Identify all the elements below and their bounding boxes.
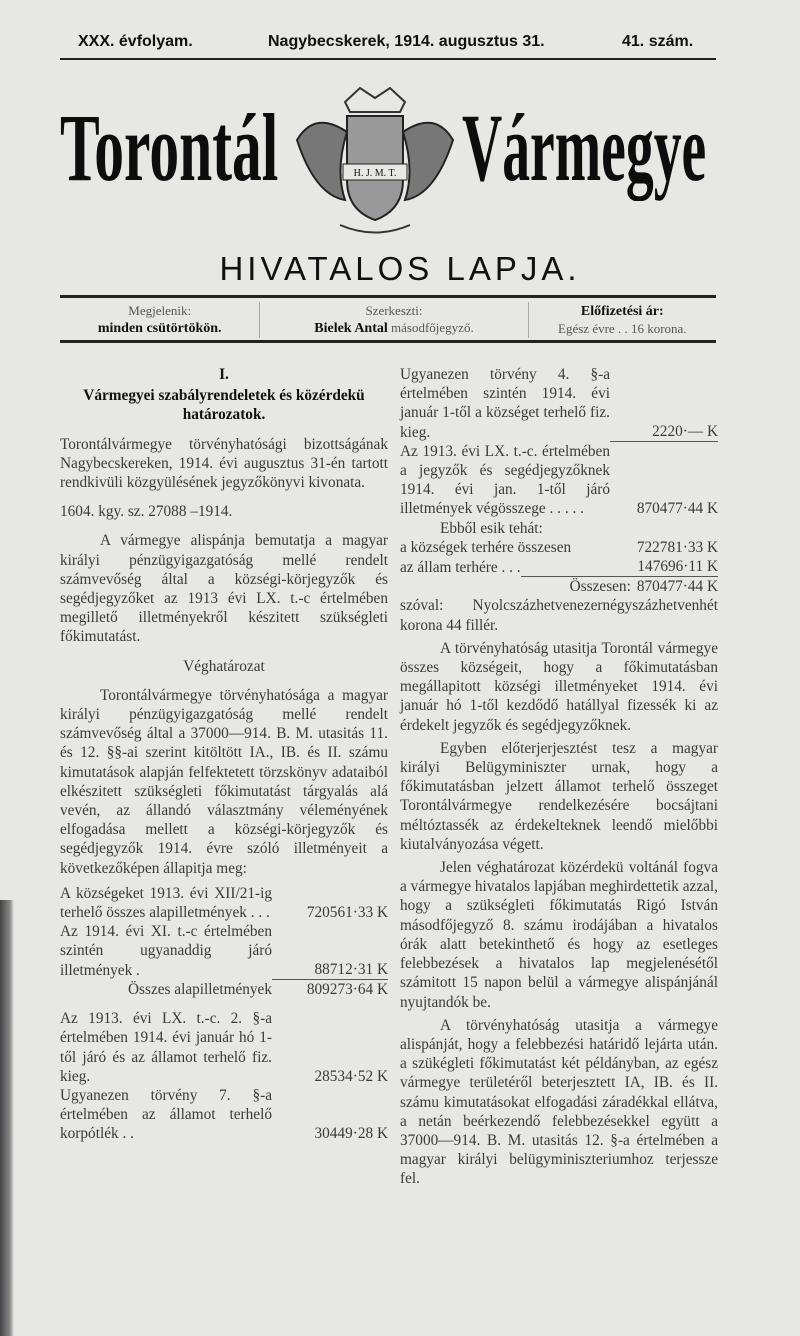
amount-value: 88712·31 K bbox=[272, 960, 388, 980]
info-editor bbox=[260, 302, 528, 338]
volume: XXX. évfolyam. bbox=[78, 33, 193, 50]
paragraph: A törvényhatóság utasitja Torontál vármegye összes községeit, hogy a főkimutatásban megállapitott községi illetményeket 1914. évi január hó 1-től kezdődő hatállyal fizessék ki az érdekelt jegyzők és segédjegyzőknek. bbox=[400, 639, 718, 734]
paragraph: Jelen véghatározat közérdekü voltánál fogva a vármegye hivatalos lapjában meghirdettetik azzal, hogy a szükségleti főkimutatás Rigó István másodfőjegyző 8. számu irodájában a hivatalos órák alatt betekinthető és hogy az esetleges felebbezések a hivatalos lap megjelenésétől számitott 15 napon belül a vármegye alispánjánál nyujtandók be. bbox=[400, 859, 718, 1011]
paragraph: Egyben előterjerjesztést tesz a magyar királyi Belügyminiszter urnak, hogy a főkimutatásban jelzett államot terhelő összeget Torontálvármegye rendelkezésére bocsájtani méltóztassék az érdekelteknek leendő mielőbbi kiutalványozása végett. bbox=[400, 739, 718, 853]
masthead-title-right: Vármegye bbox=[462, 94, 707, 201]
issue-line bbox=[60, 33, 716, 55]
paragraph: A törvényhatóság utasitja a vármegye alispánját, hogy a felebbezési határidő lejárta után. a szükégleti főkimutatást két példányban, az egész vármegye területéről beterjesztett IA, IB. és II. számu kimutatásokat elfogadási záradékkal ellátva, a netán beérkezendő felebbezésekkel együtt a 37000—914. B. M. utasitás 12. §-a értelmében a magyar királyi belügyminiszteriumhoz terjessze fel. bbox=[400, 1016, 718, 1188]
amount-label: Ugyanezen törvény 7. §-a értelmében az államot terhelő korpótlék . . bbox=[60, 1086, 272, 1143]
editor-title: másodfőjegyző. bbox=[391, 320, 474, 335]
amount-label: a községek terhére összesen bbox=[400, 538, 572, 556]
info-bar bbox=[60, 302, 716, 338]
amount-row bbox=[60, 922, 388, 980]
masthead-rule-top bbox=[60, 295, 716, 298]
amount-value: 722781·33 K bbox=[636, 538, 718, 556]
masthead-title-left: Torontál bbox=[60, 94, 279, 201]
masthead-rule-bottom bbox=[60, 340, 716, 343]
intro-paragraph: Torontálvármegye törvényhatósági bizottságának Nagybecskereken, 1914. évi augusztus 31-én tartott rendkivüli közgyülésének jegyzőkönyvi kivonata. bbox=[60, 435, 388, 492]
left-column bbox=[60, 365, 388, 1144]
amount-value: 2220·— K bbox=[610, 422, 718, 442]
amount-value: 147696·11 K bbox=[521, 557, 718, 577]
amount-in-words: szóval: Nyolcszázhetvenezernégyszázhetvenhét korona 44 fillér. bbox=[400, 597, 718, 634]
amount-label: az állam terhére . . . bbox=[400, 559, 521, 577]
amount-value: 720561·33 K bbox=[306, 904, 388, 922]
section-title: Vármegyei szabályrendeletek és közérdekü határozatok. bbox=[83, 387, 365, 424]
info-price bbox=[529, 302, 716, 338]
amount-row bbox=[400, 365, 718, 442]
place-date: Nagybecskerek, 1914. augusztus 31. bbox=[268, 33, 545, 50]
split-heading: Ebből esik tehát: bbox=[440, 519, 543, 537]
info-value: Egész évre . . 16 korona. bbox=[558, 321, 687, 336]
info-label: Szerkeszti: bbox=[365, 303, 423, 318]
total-row bbox=[400, 577, 718, 596]
coat-of-arms-text: H. J. M. T. bbox=[353, 168, 397, 179]
paragraph: Torontálvármegye törvényhatósága a magyar királyi pénzügyigazgatóság mellé rendelt számvevőség által a 37000—914. B. M. utasitás 11. és 12. §§-ai szerint kitöltött IA., IB. és II. számu kimutatások alapján felfektetett törzskönyv adataiból elkészitett szükségleti főkimutatást tárgyalás alá vevén, az állandó választmány véleményének elfogadása mellett a községi-körjegyzők és segédjegyzők 1914. évre szóló illetményeit a következőképen állapitja meg: bbox=[60, 686, 388, 877]
amount-label: A községeket 1913. évi XII/21-ig terhelő összes alapilletmények . . . bbox=[60, 884, 272, 922]
info-label: Előfizetési ár: bbox=[580, 304, 664, 319]
amount-row bbox=[400, 538, 718, 557]
amount-value: 809273·64 K bbox=[306, 980, 388, 998]
total-amount: 870477·44 K bbox=[636, 578, 718, 596]
info-appears bbox=[60, 302, 260, 338]
amount-row bbox=[60, 980, 388, 999]
right-column bbox=[400, 365, 718, 1189]
amount-row bbox=[400, 557, 718, 577]
amount-value: 28534·52 K bbox=[314, 1067, 388, 1085]
section-number: I. bbox=[219, 366, 229, 383]
info-label: Megjelenik: bbox=[128, 303, 192, 318]
amount-label: Összes alapilletmények bbox=[128, 980, 272, 998]
amount-label: Az 1913. évi LX. t.-c. 2. §-a értelmében 1914. évi január hó 1-től járó és az államot terhelő fiz. kieg. bbox=[60, 1010, 272, 1085]
editor-name: Bielek Antal bbox=[314, 321, 388, 336]
subtitle: HIVATALOS LAPJA. bbox=[219, 250, 581, 287]
amount-value: 30449·28 K bbox=[314, 1125, 388, 1143]
amount-row bbox=[400, 442, 718, 519]
amount-value: 870477·44 K bbox=[636, 500, 718, 518]
total-label: Összesen: bbox=[569, 578, 631, 596]
amount-row bbox=[60, 884, 388, 922]
paragraph: A vármegye alispánja bemutatja a magyar királyi pénzügyigazgatóság mellé rendelt számvevőség által a községi-körjegyzők és segédjegyzőket az 1913 évi LX. t.-c értelmében megillető illetményekről készitett szükségleti főkimutatást. bbox=[60, 532, 388, 646]
top-rule bbox=[60, 58, 716, 60]
subheading: Véghatározat bbox=[183, 657, 265, 675]
amount-label: Az 1914. évi XI. t.-c értelmében szintén ugyanaddig járó illetmények . bbox=[60, 923, 272, 979]
amount-row bbox=[60, 1009, 388, 1086]
reference-number: 1604. kgy. sz. 27088 –1914. bbox=[60, 503, 233, 521]
amount-label: Az 1913. évi LX. t.-c. értelmében a jegyzők és segédjegyzőknek 1914. évi jan. 1-től járó illetmények végösszege . . . . . bbox=[400, 442, 610, 518]
amount-label: Ugyanezen törvény 4. §-a értelmében szintén 1914. évi január 1-től a községet terhelő fiz. kieg. bbox=[400, 366, 610, 441]
amount-row bbox=[60, 1086, 388, 1144]
issue-number: 41. szám. bbox=[622, 33, 694, 50]
scan-edge-shadow bbox=[0, 900, 14, 1336]
coat-of-arms bbox=[285, 80, 465, 245]
info-value: minden csütörtökön. bbox=[97, 321, 222, 336]
